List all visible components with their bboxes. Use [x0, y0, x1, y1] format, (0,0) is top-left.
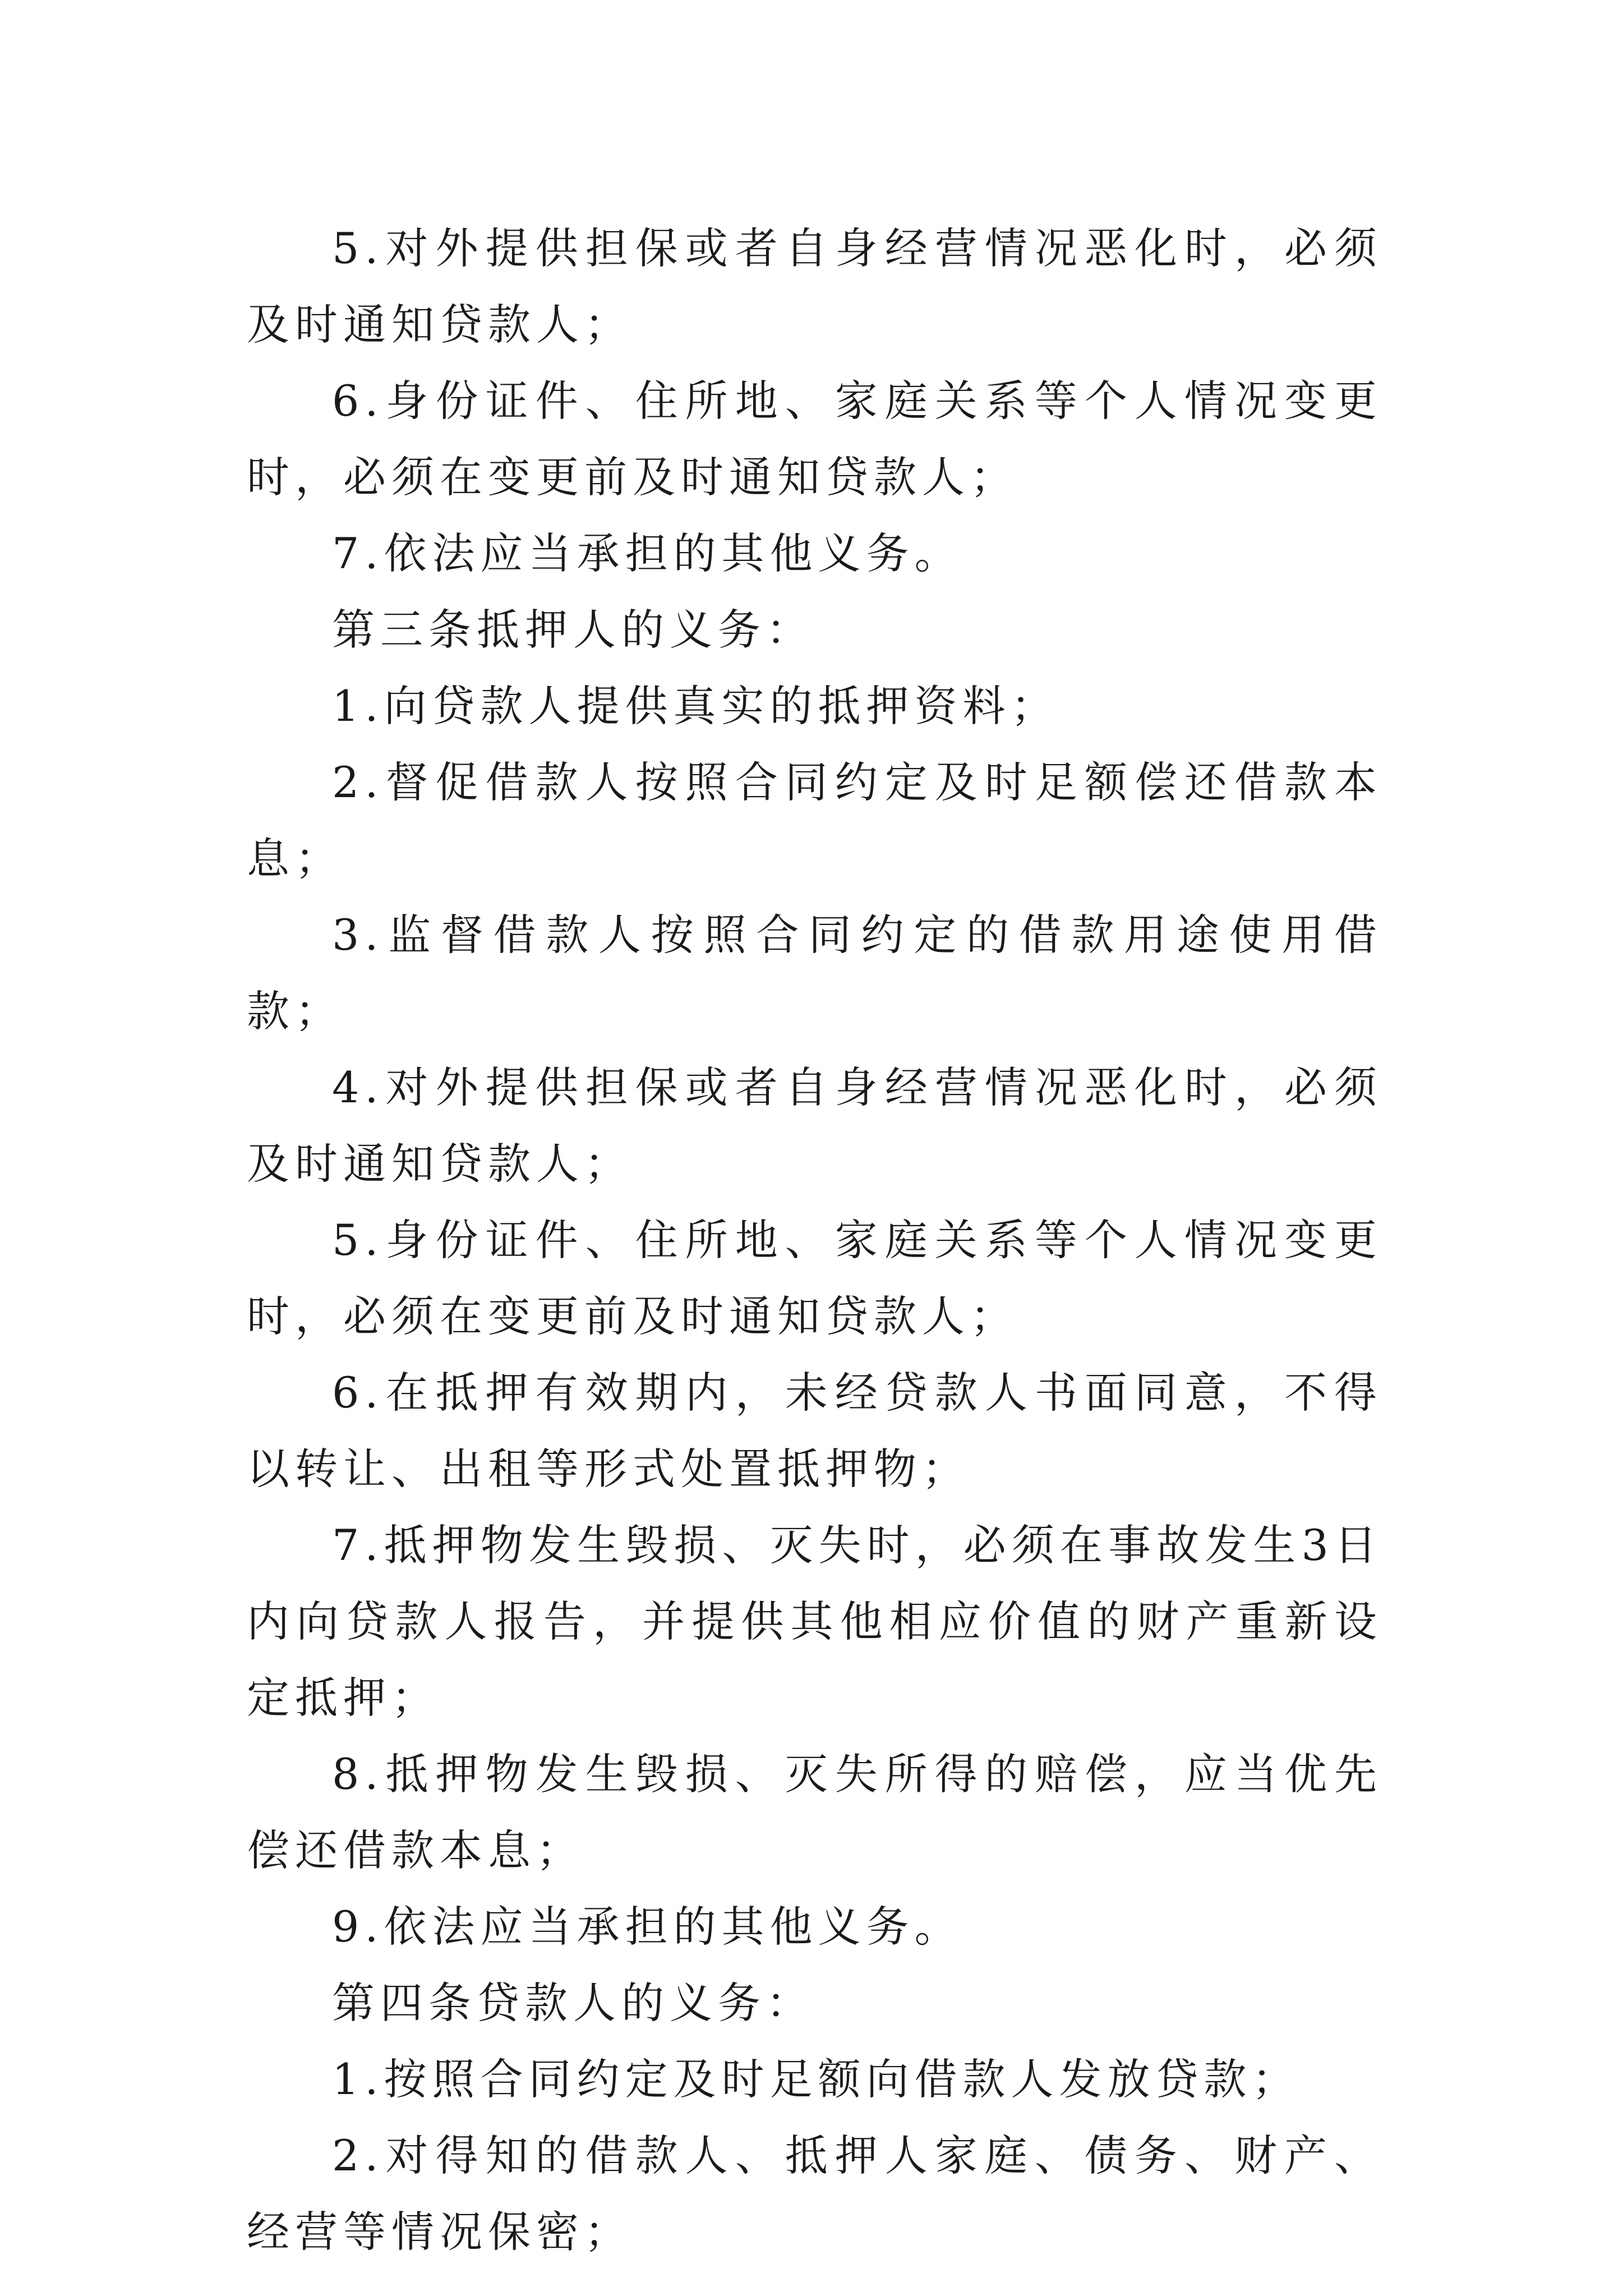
paragraph-borrower-item-6: 6.身份证件、住所地、家庭关系等个人情况变更时，必须在变更前及时通知贷款人；: [247, 376, 1382, 502]
article-3-heading: 第三条抵押人的义务：: [332, 605, 814, 655]
paragraph-mortgagor-item-2: 2.督促借款人按照合同约定及时足额偿还借款本息；: [247, 757, 1382, 884]
paragraph-mortgagor-item-5: 5.身份证件、住所地、家庭关系等个人情况变更时，必须在变更前及时通知贷款人；: [247, 1215, 1382, 1341]
paragraph-mortgagor-item-4: 4.对外提供担保或者自身经营情况恶化时，必须及时通知贷款人；: [247, 1062, 1382, 1189]
paragraph-mortgagor-item-8: 8.抵押物发生毁损、灭失所得的赔偿，应当优先偿还借款本息；: [247, 1749, 1382, 1875]
document-body: [247, 210, 1382, 2270]
paragraph-borrower-item-5: 5.对外提供担保或者自身经营情况恶化时，必须及时通知贷款人；: [247, 223, 1382, 349]
paragraph-borrower-item-7: 7.依法应当承担的其他义务。: [332, 528, 963, 578]
paragraph-mortgagor-item-1: 1.向贷款人提供真实的抵押资料；: [332, 681, 1059, 731]
paragraph-mortgagor-item-7: 7.抵押物发生毁损、灭失时，必须在事故发生3日内向贷款人报告，并提供其他相应价值的财产重新设定抵押；: [247, 1520, 1382, 1723]
paragraph-mortgagor-item-9: 9.依法应当承担的其他义务。: [332, 1902, 963, 1952]
paragraph-mortgagor-item-6: 6.在抵押有效期内，未经贷款人书面同意，不得以转让、出租等形式处置抵押物；: [247, 1368, 1382, 1494]
article-4-heading: 第四条贷款人的义务：: [332, 1978, 814, 2028]
paragraph-lender-item-1: 1.按照合同约定及时足额向借款人发放贷款；: [332, 2054, 1301, 2104]
paragraph-mortgagor-item-3: 3.监督借款人按照合同约定的借款用途使用借款；: [247, 910, 1382, 1036]
paragraph-lender-item-2: 2.对得知的借款人、抵押人家庭、债务、财产、经营等情况保密；: [247, 2131, 1382, 2257]
